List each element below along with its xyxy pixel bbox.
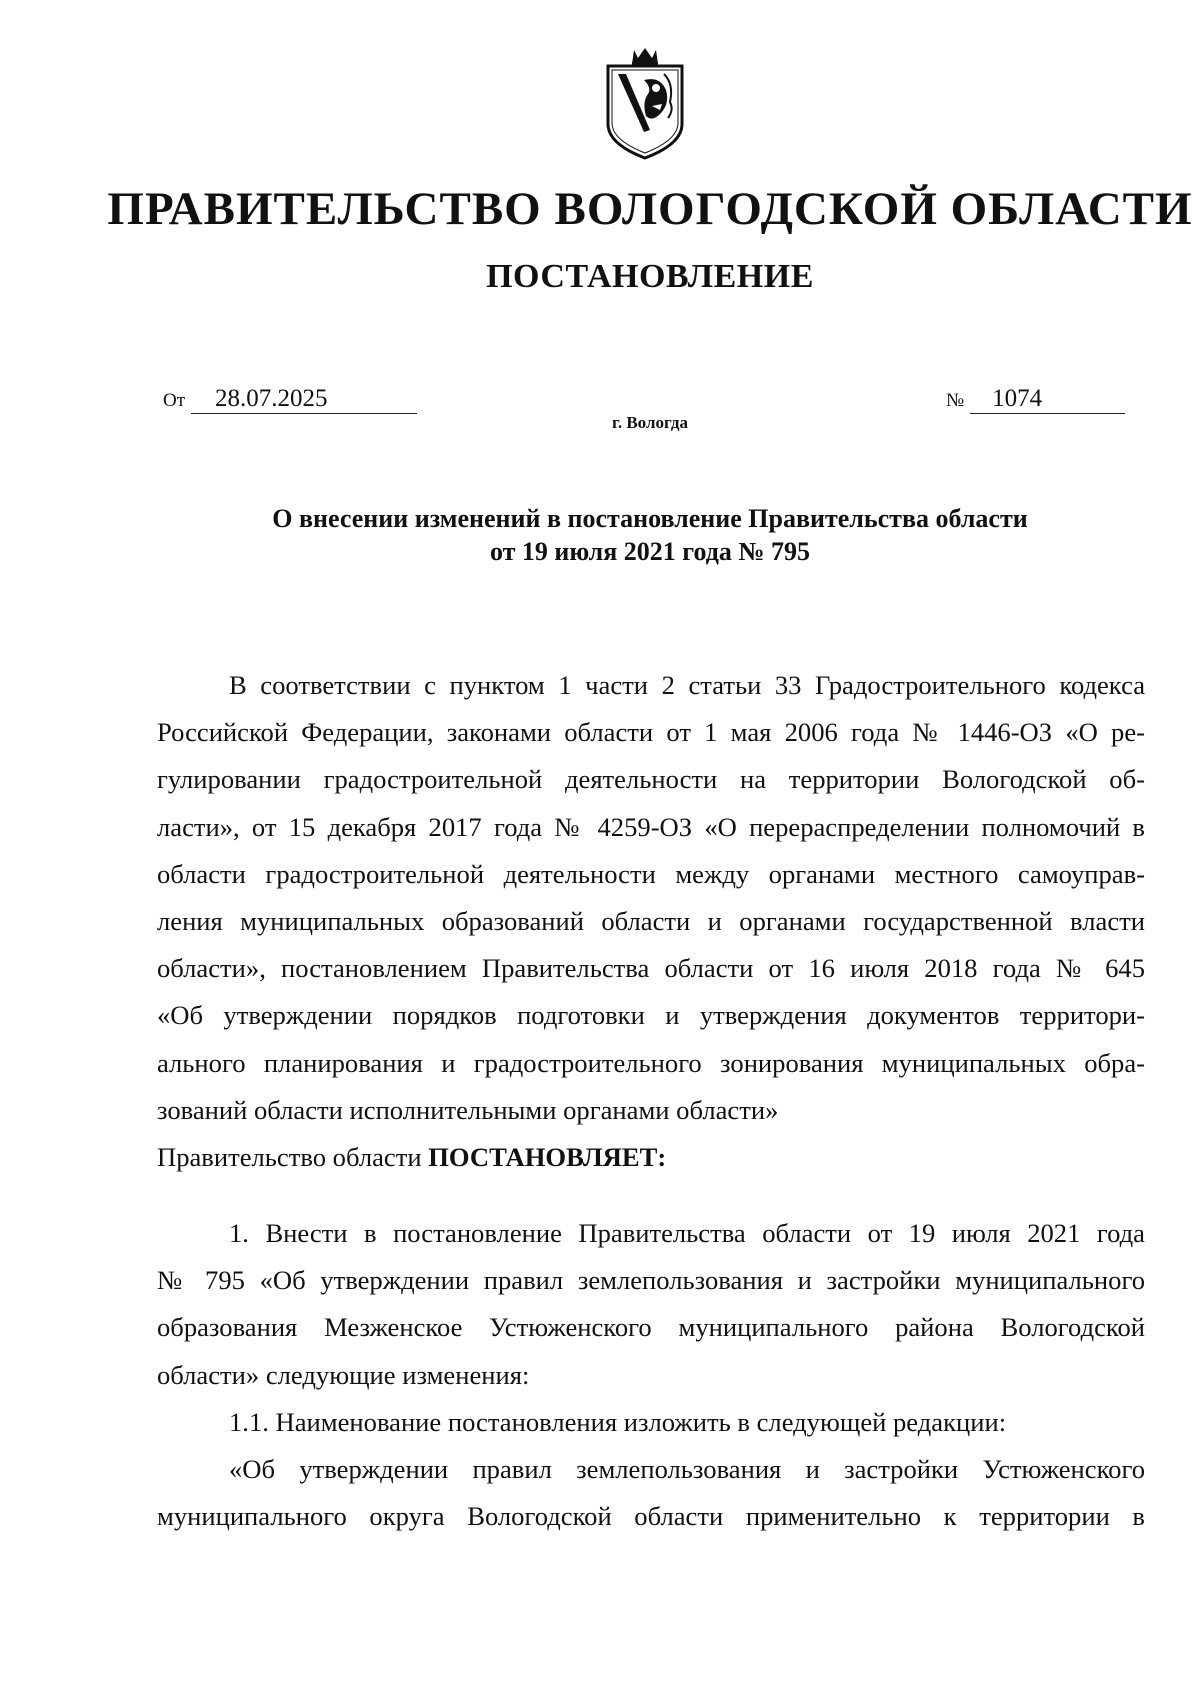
city: г. Вологда	[612, 413, 688, 432]
number-prefix: №	[946, 390, 965, 411]
date-value: 28.07.2025	[191, 385, 417, 414]
date-prefix: От	[163, 390, 186, 411]
resolves-prefix: Правительство области	[157, 1141, 422, 1172]
vologda-coat-of-arms-icon	[604, 44, 686, 160]
document-number	[946, 383, 1125, 414]
resolves-line	[157, 1134, 1145, 1181]
document-date	[163, 383, 417, 414]
item-line: 1. Внести в постановление Правительства области от 19 июля 2021 года	[229, 1218, 1145, 1249]
preamble-line: зований области исполнительными органами области»	[157, 1094, 779, 1125]
preamble-line: гулировании градостроительной деятельности на территории Вологодской об-	[157, 764, 1145, 795]
item-line: области» следующие изменения:	[157, 1359, 530, 1390]
resolves-word: ПОСТАНОВЛЯЕТ:	[428, 1141, 667, 1172]
subject-line: О внесении изменений в постановление Правительства области	[272, 504, 1028, 533]
preamble-line: «Об утверждении порядков подготовки и утверждения документов территори-	[157, 1000, 1145, 1031]
subitem-line: 1.1. Наименование постановления изложить в следующей редакции:	[229, 1406, 1007, 1437]
subject-line: от 19 июля 2021 года № 795	[490, 537, 810, 566]
preamble-line: области», постановлением Правительства области от 16 июля 2018 года № 645	[157, 953, 1145, 984]
quote-line: муниципального округа Вологодской области применительно к территории в	[157, 1501, 1145, 1532]
document-subject	[0, 502, 1200, 568]
item-line: образования Мезженское Устюженского муниципального района Вологодской	[157, 1312, 1145, 1343]
document-type: ПОСТАНОВЛЕНИЕ	[486, 258, 814, 295]
preamble-line: ласти», от 15 декабря 2017 года № 4259-ОЗ «О перераспределении полномочий в	[157, 811, 1145, 842]
preamble-line: ления муниципальных образований области и органами государственной власти	[157, 905, 1145, 936]
preamble-line: Российской Федерации, законами области от 1 мая 2006 года № 1446-ОЗ «О ре-	[157, 717, 1145, 748]
item-line: № 795 «Об утверждении правил землепользования и застройки муниципального	[157, 1265, 1145, 1296]
preamble-line: ального планирования и градостроительного зонирования муниципальных обра-	[157, 1047, 1145, 1078]
quote-line: «Об утверждении правил землепользования и застройки Устюженского	[229, 1454, 1145, 1484]
government-title: ПРАВИТЕЛЬСТВО ВОЛОГОДСКОЙ ОБЛАСТИ	[107, 183, 1193, 235]
number-value: 1074	[970, 385, 1125, 414]
document-body	[157, 662, 1145, 1540]
preamble-line: В соответствии с пунктом 1 части 2 статьи 33 Градостроительного кодекса	[229, 670, 1145, 700]
preamble-line: области градостроительной деятельности между органами местного самоуправ-	[157, 858, 1145, 889]
